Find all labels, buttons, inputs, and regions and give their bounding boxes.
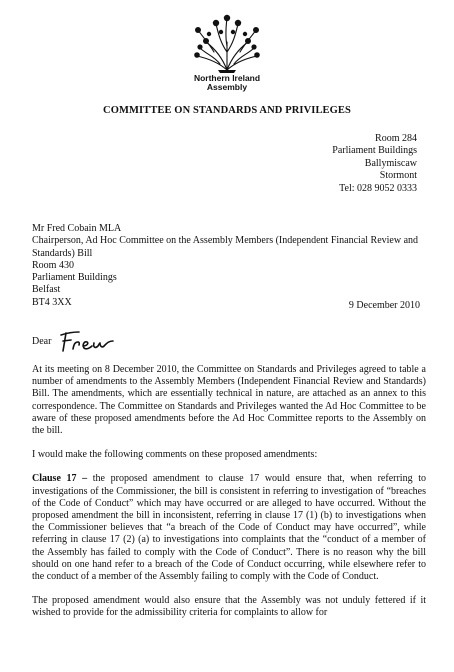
handwritten-signature [57,329,117,353]
letter-date: 9 December 2010 [348,300,420,311]
recipient-name: Mr Fred Cobain MLA [32,223,122,234]
org-name-line2: Assembly [206,82,248,92]
letter-body [32,364,426,632]
sender-address-line: Room 284 [375,133,417,144]
body-paragraph-2: I would make the following comments on these proposed amendments: [32,449,318,461]
recipient-title: Chairperson, Ad Hoc Committee on the Assembly Members (Independent Financial Review and Standards) Bill [32,235,419,259]
assembly-flax-logo [192,12,262,74]
recipient-address [32,223,432,309]
clause-17-text: the proposed amendment to clause 17 would ensure that, when referring to investigations of the Commissioner, the bill is consistent in referring to investigation of “breaches of the Code of Conduct” which may have occurred or are alleged to have occurred. Without the proposed amendment the bill in inconsistent, referring in clause 17 (1) (b) to investigations when the Commissioner believes that “a breach of the Code of Conduct may have occurred”, while referring in clause 17 (2) (a) to investigations into complaints that the “conduct of a member of the Assembly has failed to comply with the Code of Conduct”. There is no reason why the bill should on one hand refer to a breach of the Code of Conduct occurring, while elsewhere refer to the conduct of a member of the Assembly failing to comply with the Code of Conduct. [32,473,426,583]
sender-address-line: Stormont [379,170,417,182]
recipient-room: Room 430 [32,259,74,271]
recipient-city: Belfast [32,284,61,296]
body-paragraph-3 [32,473,426,583]
recipient-building: Parliament Buildings [32,272,117,284]
body-paragraph-1: At its meeting on 8 December 2010, the Committee on Standards and Privileges agreed to table a number of amendments to the Assembly Members (Independent Financial Review and Standards) Bill. The amendments, which are essentially technical in nature, are attached as an annex to this correspondence. The Committee on Standards and Privileges wanted the Ad Hoc Committee to be aware of these proposed amendments before the Ad Hoc Committee reports to the Assembly on the bill. [32,364,426,437]
committee-heading: COMMITTEE ON STANDARDS AND PRIVILEGES [103,105,351,116]
org-name-line1: Northern Ireland [193,73,261,83]
sender-telephone: Tel: 028 9052 0333 [339,182,417,194]
body-paragraph-4: The proposed amendment would also ensure that the Assembly was not unduly fettered if it wished to provide for the admissibility criteria for complaints to allow for [32,595,426,619]
sender-address-line: Parliament Buildings [332,145,417,157]
salutation: Dear [32,336,52,347]
recipient-postcode: BT4 3XX [32,296,72,308]
sender-address-line: Ballymiscaw [364,157,417,169]
sender-address [332,133,417,195]
clause-17-heading: Clause 17 – [32,473,88,485]
